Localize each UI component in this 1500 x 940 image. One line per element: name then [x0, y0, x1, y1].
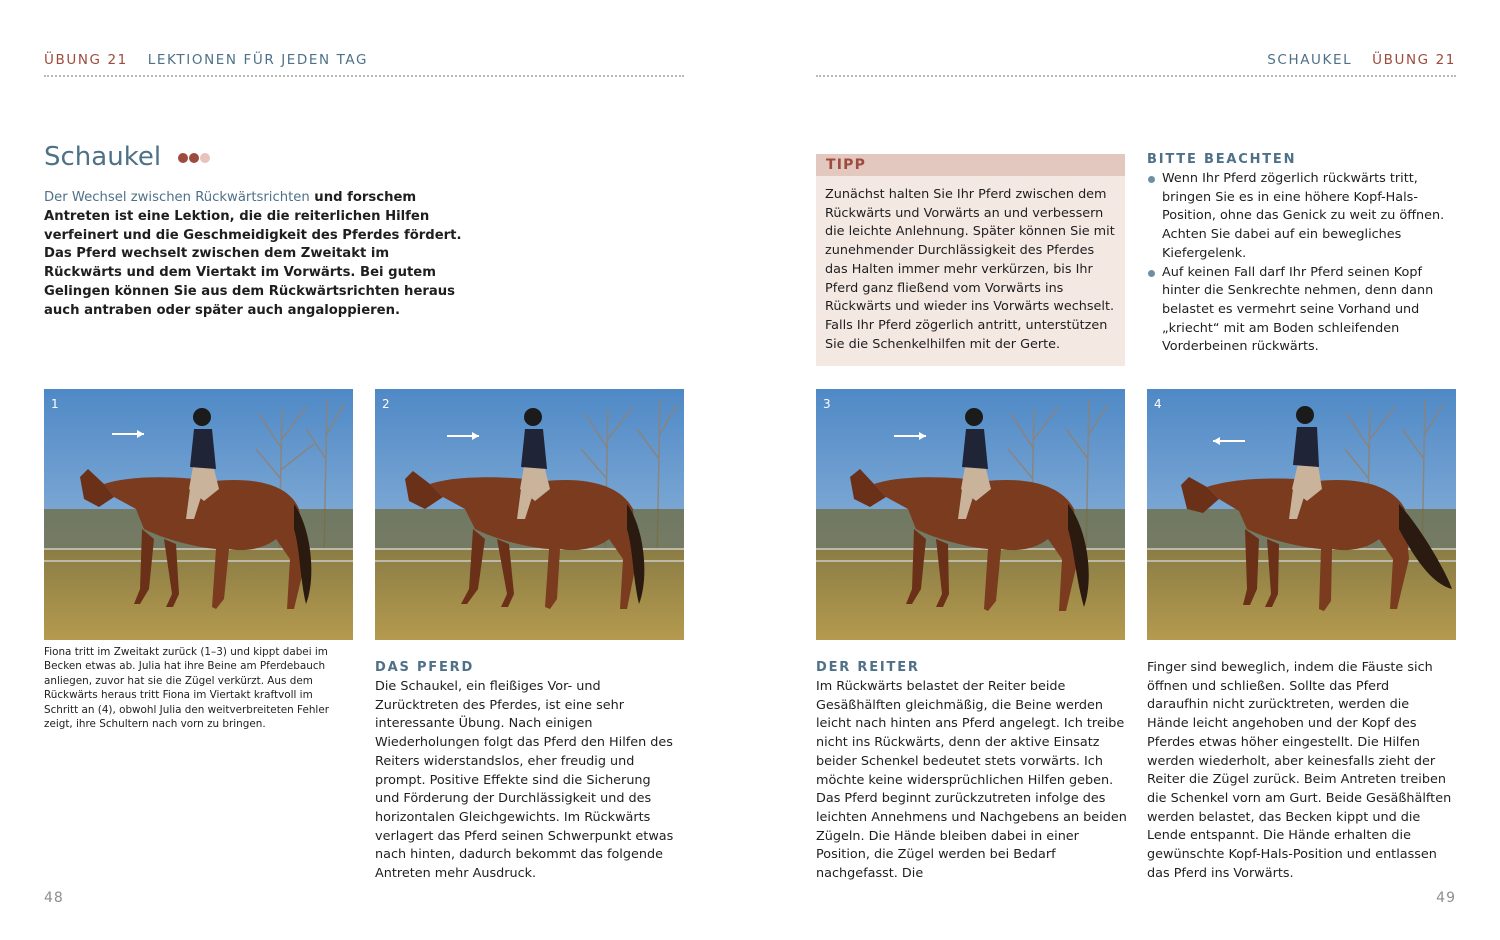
- difficulty-dot-filled: [178, 153, 188, 163]
- difficulty-indicator: [177, 142, 210, 172]
- photo-1: [44, 389, 353, 640]
- bullet-icon: [1148, 270, 1155, 277]
- photo-number: 1: [51, 397, 59, 411]
- notice-item-2: Auf keinen Fall darf Ihr Pferd seinen Kopf hinter die Senkrechte nehmen, denn dann belastet es vermehrt seine Vorhand und „kriecht“ mit am Boden schleifenden Vorderbeinen rückwärts.: [1162, 264, 1434, 355]
- difficulty-dot-filled: [189, 153, 199, 163]
- photo-caption: Fiona tritt im Zweitakt zurück (1–3) und kippt dabei im Becken etwas ab. Julia hat ihre Beine am Pferdebauch anliegen, zuvor hat sie die Zügel verkürzt. Aus dem Rückwärts heraus tritt Fiona im Viertakt kraftvoll im Schritt an (4), obwohl Julia den weitverbreiteten Fehler zeigt, ihre Schultern nach vorn zu bringen.: [44, 646, 329, 731]
- list-item: [1147, 264, 1457, 358]
- photo-number: 2: [382, 397, 390, 411]
- section-heading-horse: DAS PFERD: [375, 660, 475, 675]
- section-text-rider: [816, 678, 1128, 884]
- photo-3: [816, 389, 1125, 640]
- header-rule-right: [816, 75, 1456, 77]
- rider-paragraph-1: Im Rückwärts belastet der Reiter beide Gesäßhälften gleichmäßig, die Beine werden leicht nach hinten ans Pferd angelegt. Ich treibe nicht ins Rückwärts, denn der aktive Einsatz beider Schenkel bedeutet stets vorwärts. Ich möchte keine widersprüchlichen Hilfen geben.: [816, 679, 1125, 788]
- intro-text: und forschem Antreten ist eine Lektion, die die reiterlichen Hilfen verfeinert und die Geschmeidigkeit des Pferdes fördert. Das Pferd wechselt zwischen dem Zweitakt im Rückwärts und dem Viertakt im Vorwärts. Bei gutem Gelingen können Sie aus dem Rückwärtsrichten heraus auch antraben oder später auch angaloppieren.: [44, 190, 462, 318]
- photo-number: 4: [1154, 397, 1162, 411]
- running-head-left: [44, 52, 368, 68]
- title-text: Schaukel: [44, 142, 162, 172]
- notice-heading: BITTE BEACHTEN: [1147, 152, 1297, 167]
- list-item: [1147, 170, 1457, 264]
- tip-label: TIPP: [816, 154, 1125, 176]
- header-rule-left: [44, 75, 684, 77]
- continuation-text: Finger sind beweglich, indem die Fäuste sich öffnen und schließen. Sollte das Pferd daraufhin nicht zurücktreten, werden die Hände leicht angehoben und der Kopf des Pferdes etwas höher eingestellt. Die Hilfen werden wiederholt, aber keinesfalls zieht der Reiter die Zügel zurück. Beim Antreten treiben die Schenkel vorn am Gurt. Beide Gesäßhälften werden belastet, das Becken kippt und die Lende entspannt. Die Hände erhalten die gewünschte Kopf-Hals-Position und entlassen das Pferd ins Vorwärts.: [1147, 660, 1452, 881]
- bullet-icon: [1148, 176, 1155, 183]
- intro-paragraph: [44, 189, 464, 321]
- section-heading-rider: DER REITER: [816, 660, 920, 675]
- photo-2: [375, 389, 684, 640]
- intro-highlight: Der Wechsel zwischen Rückwärtsrichten: [44, 190, 310, 205]
- difficulty-dot-empty: [200, 153, 210, 163]
- chapter-title-right: SCHAUKEL: [1267, 52, 1353, 68]
- photo-4: [1147, 389, 1456, 640]
- page-title: [44, 142, 210, 172]
- exercise-label-left: ÜBUNG 21: [44, 52, 128, 68]
- notice-item-1: Wenn Ihr Pferd zögerlich rückwärts tritt, bringen Sie es in eine höhere Kopf-Hals-Position, ohne das Genick zu weit zu öffnen. Achten Sie dabei auf ein bewegliches Kiefergelenk.: [1162, 171, 1445, 261]
- photo-number: 3: [823, 397, 831, 411]
- tip-text: Zunächst halten Sie Ihr Pferd zwischen dem Rückwärts und Vorwärts an und verbessern die leichte Anlehnung. Später können Sie mit zunehmender Durchlässigkeit des Pferdes das Halten immer mehr verkürzen, bis Ihr Pferd ganz fließend vom Vorwärts ins Rückwärts und wieder ins Vorwärts wechselt. Falls Ihr Pferd zögerlich antritt, unterstützen Sie die Schenkelhilfen mit der Gerte.: [825, 187, 1115, 352]
- section-text-horse: Die Schaukel, ein fleißiges Vor- und Zurücktreten des Pferdes, ist eine sehr interessante Übung. Nach einigen Wiederholungen folgt das Pferd den Hilfen des Reiters widerstandslos, eher freudig und prompt. Positive Effekte sind die Sicherung und Förderung der Durchlässigkeit und des horizontalen Gleichgewichts. Im Rückwärts verlagert das Pferd seinen Schwerpunkt etwas nach hinten, dadurch bekommt das folgende Antreten mehr Ausdruck.: [375, 679, 674, 882]
- chapter-title-left: LEKTIONEN FÜR JEDEN TAG: [147, 52, 369, 68]
- exercise-label-right: ÜBUNG 21: [1372, 52, 1456, 68]
- tip-box: [816, 154, 1125, 366]
- running-head-right: [1267, 52, 1456, 68]
- page-number-right: 49: [1436, 890, 1456, 906]
- rider-paragraph-2: Das Pferd beginnt zurückzutreten infolge des leichten Annehmens und Nachgebens an beiden Zügeln. Die Hände bleiben dabei in einer Position, die Zügel werden bei Bedarf nachgefasst. Die: [816, 791, 1127, 882]
- page-number-left: 48: [44, 890, 64, 906]
- notice-list: [1147, 170, 1457, 357]
